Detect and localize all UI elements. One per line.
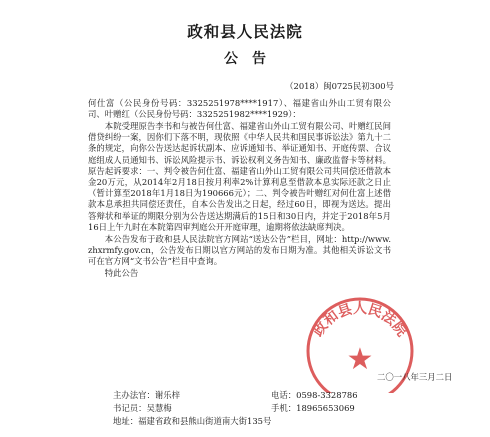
closing-paragraph: 特此公告 (104, 267, 139, 278)
clerk-label: 书记员： (113, 402, 147, 413)
contact-row-judge (113, 389, 358, 402)
mobile-number: 18965653069 (296, 402, 355, 413)
clerk-name: 吴慧梅 (146, 402, 172, 413)
contact-row-address (113, 415, 358, 428)
phone-label: 电话： (271, 390, 297, 400)
seal-text: 政和县人民法院 (310, 301, 410, 340)
mobile-label: 手机： (271, 402, 297, 413)
notice-body (88, 98, 391, 280)
address-label: 地址： (113, 415, 139, 426)
judge-name: 谢乐梓 (154, 390, 180, 400)
addressee-paragraph: 何仕富（公民身份号码：3325251978****1917）、福建省山外山工贸有限公司、叶赠红（公民身份号码：3325251982****1929）： (88, 98, 391, 120)
case-detail-paragraph: 本院受理原告李书和与被告何仕富、福建省山外山工贸有限公司、叶赠红民间借贷纠纷一案，因你们下落不明，现依照《中华人民共和国民事诉讼法》第九十二条的规定，向你公告送达起诉状副本、应诉通知书、举证通知书、开庭传票、合议庭组成人员通知书、诉讼风险提示书、诉讼权利义务告知书、廉政监督卡等材料。原告起诉要求：一、判令被告何仕富、福建省山外山工贸有限公司共同偿还借款本金20万元，从2014年2月18日按月利率2%计算利息至借款本息实际还款之日止（暂计算至2018年1月18日为190666元）；二、判令被告叶赠红对何仕富上述借款本息承担共同偿还责任，自本公告发出之日起，经过60日，即视为送达。提出答辩状和举证的期限分别为公告送达期满后的15日和30日内，并定于2018年5月16日上午九时在本院第四审判庭公开开庭审理，逾期将依法缺席判决。 (88, 121, 391, 232)
phone-number: 0598-3328786 (296, 390, 358, 400)
case-number: （2018）闽0725民初300号 (285, 81, 394, 91)
contact-row-clerk (113, 402, 358, 415)
contact-footer (113, 389, 358, 427)
judge-label: 主办法官： (113, 390, 155, 400)
seal-star-icon: ★ (346, 342, 374, 377)
address-text: 福建省政和县熊山街道南大街135号 (138, 415, 272, 426)
notice-heading: 公告 (224, 51, 280, 67)
notice-date: 二〇一八年三月二日 (377, 372, 453, 382)
court-name: 政和县人民法院 (187, 22, 303, 41)
publication-paragraph: 本公告发布于政和县人民法院官方网站“送达公告”栏目，网址：http://www.zhxrmfy.gov.cn，公告发布日期以官方网站的发布日期为准。其他相关诉讼文书可在官方网“文书公告”栏目中查询。 (88, 233, 391, 267)
